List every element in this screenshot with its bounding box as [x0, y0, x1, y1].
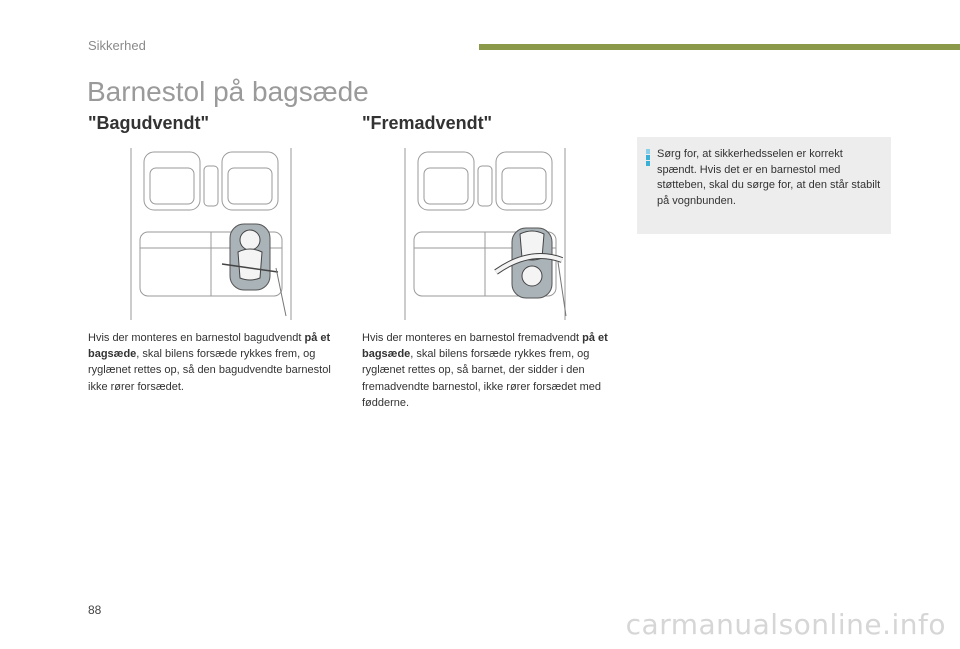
page-title: Barnestol på bagsæde — [87, 76, 369, 107]
watermark: carmanualsonline.info — [625, 608, 946, 641]
forward-facing-text: Hvis der monteres en barnestol fremadvendt på et bagsæde, skal bilens forsæde rykkes frem, og ryglænet rettes op, så barnet, der sidder i den fremadvendte barnestol, ikke rører forsædet med fødderne. — [362, 332, 608, 409]
heading-rear-facing: "Bagudvendt" — [88, 113, 210, 133]
rear-facing-seat-illustration — [126, 148, 296, 320]
note-text: Sørg for, at sikkerhedsselen er korrekt spændt. Hvis det er en barnestol med støtteben, skal du sørge for, at den står stabilt på vognbunden. — [657, 148, 881, 207]
forward-facing-seat-illustration — [400, 148, 570, 320]
note-marker-icon — [646, 149, 650, 167]
heading-forward-facing: "Fremadvendt" — [362, 113, 493, 133]
section-label: Sikkerhed — [88, 38, 146, 53]
note-box — [637, 137, 891, 234]
rear-facing-text: Hvis der monteres en barnestol bagudvendt på et bagsæde, skal bilens forsæde rykkes frem, og ryglænet rettes op, så den bagudvendte barnestol ikke rører forsædet. — [88, 332, 331, 393]
section-accent-bar — [479, 44, 960, 50]
page-number: 88 — [88, 603, 102, 617]
